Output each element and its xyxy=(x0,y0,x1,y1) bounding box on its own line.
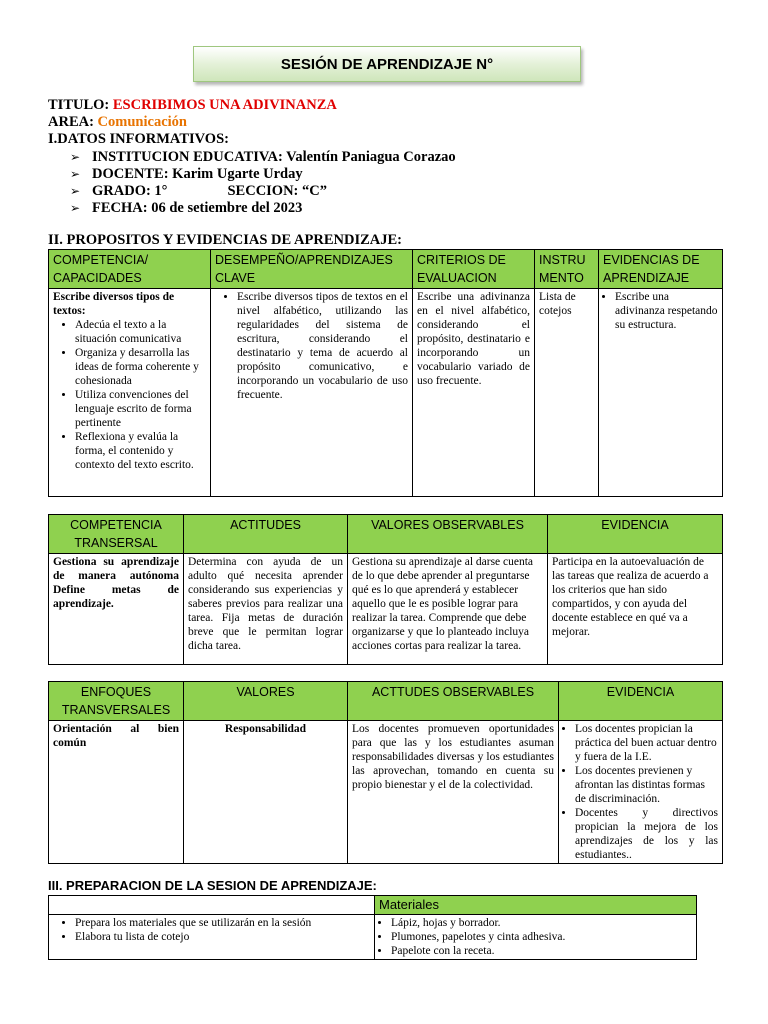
datos-item: ➢ FECHA: 06 de setiembre del 2023 xyxy=(70,200,303,216)
datos-heading: I.DATOS INFORMATIVOS: xyxy=(48,131,229,147)
actitudes-observables-cell: Los docentes promueven oportunidades para que las y los estudiantes asuman responsabilidades diversas y los estudiantes las aprovechan, tomando en cuenta su propio bienestar y el de la colectividad. xyxy=(348,721,559,864)
header-valores: VALORES xyxy=(184,682,348,721)
enfoques-table xyxy=(48,681,723,864)
list-item: • Docentes y directivos propician la mejora de los aprendizajes de los y las estudiantes.. xyxy=(575,806,718,862)
enfoque-cell: Orientación al bien común xyxy=(49,721,184,864)
list-item: • Plumones, papelotes y cinta adhesiva. xyxy=(391,930,692,944)
arrow-bullet-icon: ➢ xyxy=(70,184,81,198)
header-desempeno: DESEMPEÑO/APRENDIZAJES CLAVE xyxy=(211,250,413,289)
list-item: • Organiza y desarrolla las ideas de forma coherente y cohesionada xyxy=(75,346,206,388)
header-materiales: Materiales xyxy=(375,896,697,915)
list-item: • Adecúa el texto a la situación comunicativa xyxy=(75,318,206,346)
list-item: • Los docentes propician la práctica del buen actuar dentro y fuera de la I.E. xyxy=(575,722,718,764)
arrow-bullet-icon: ➢ xyxy=(70,201,81,215)
header-evidencia: EVIDENCIA xyxy=(559,682,723,721)
empty-header-cell xyxy=(49,896,375,915)
datos-list xyxy=(70,149,456,217)
valores-cell: Gestiona su aprendizaje al darse cuenta de lo que debe aprender al preguntarse qué es lo que aprenderá y establecer aquello que le es posible lograr para realizar la tarea. Comprende que debe organizarse y que lo planteado incluya acciones cortas para realizar la tarea. xyxy=(348,554,548,665)
arrow-bullet-icon: ➢ xyxy=(70,150,81,164)
competencia-transversal-table xyxy=(48,514,723,665)
list-item: • Elabora tu lista de cotejo xyxy=(75,930,370,944)
list-item: • Reflexiona y evalúa la forma, el contenido y contexto del texto escrito. xyxy=(75,430,206,472)
header-evidencias: EVIDENCIAS DE APRENDIZAJE xyxy=(599,250,723,289)
criterios-cell: Escribe una adivinanza en el nivel alfabético, considerando el propósito, destinatario e incorporando un vocabulario variado de uso frecuente. xyxy=(413,289,535,497)
header-valores-observables: VALORES OBSERVABLES xyxy=(348,515,548,554)
area-label: AREA: xyxy=(48,114,94,130)
titulo-label: TITULO: xyxy=(48,97,110,113)
list-item: • Utiliza convenciones del lenguaje escrito de forma pertinente xyxy=(75,388,206,430)
propositos-heading: II. PROPOSITOS Y EVIDENCIAS DE APRENDIZAJE: xyxy=(48,232,402,248)
area-value: Comunicación xyxy=(97,114,187,130)
datos-item: ➢ GRADO: 1° SECCION: “C” xyxy=(70,183,327,199)
list-item: • Lápiz, hojas y borrador. xyxy=(391,916,692,930)
area-line xyxy=(48,114,187,131)
evidencias-cell xyxy=(559,721,723,864)
instrumento-cell: Lista de cotejos xyxy=(535,289,599,497)
valor-cell: Responsabilidad xyxy=(184,721,348,864)
header-criterios: CRITERIOS DE EVALUACION xyxy=(413,250,535,289)
datos-item: ➢ INSTITUCION EDUCATIVA: Valentín Paniagua Corazao xyxy=(70,149,456,165)
header-actitudes-observables: ACTTUDES OBSERVABLES xyxy=(348,682,559,721)
titulo-value: ESCRIBIMOS UNA ADIVINANZA xyxy=(112,97,337,113)
competencia-transversal-cell: Gestiona su aprendizaje de manera autónoma Define metas de aprendizaje. xyxy=(49,554,184,665)
acciones-cell xyxy=(49,915,375,960)
evidencia-cell: Participa en la autoevaluación de las tareas que realiza de acuerdo a los criterios que han sido compartidos, y con ayuda del docente establece en qué va a mejorar. xyxy=(548,554,723,665)
document-title xyxy=(193,46,581,82)
datos-item: ➢ DOCENTE: Karim Ugarte Urday xyxy=(70,166,303,182)
list-item: • Los docentes previenen y afrontan las distintas formas de discriminación. xyxy=(575,764,718,806)
competencia-cell: Escribe diversos tipos de textos: • Adecúa el texto a la situación comunicativa • Organiza y desarrolla las ideas de forma coherente y cohesionada • Utiliza convenciones del lenguaje escrito de forma pertinente • Reflexiona y evalúa la forma, el contenido y contexto del texto escrito. xyxy=(49,289,211,497)
titulo-line xyxy=(48,97,337,114)
header-evidencia: EVIDENCIA xyxy=(548,515,723,554)
header-competencia: COMPETENCIA/ CAPACIDADES xyxy=(49,250,211,289)
header-instrumento: INSTRU MENTO xyxy=(535,250,599,289)
header-actitudes: ACTITUDES xyxy=(184,515,348,554)
list-item: • Papelote con la receta. xyxy=(391,944,692,958)
document-title-text: SESIÓN DE APRENDIZAJE N° xyxy=(280,55,494,73)
header-enfoques: ENFOQUES TRANSVERSALES xyxy=(49,682,184,721)
propositos-table xyxy=(48,249,723,497)
preparacion-heading: III. PREPARACION DE LA SESION DE APRENDIZAJE: xyxy=(48,878,377,893)
list-item: • Escribe una adivinanza respetando su estructura. xyxy=(615,290,718,332)
evidencia-cell xyxy=(599,289,723,497)
materiales-cell xyxy=(375,915,697,960)
arrow-bullet-icon: ➢ xyxy=(70,167,81,181)
list-item: • Escribe diversos tipos de textos en el nivel alfabético, utilizando las regularidades del sistema de escritura, considerando el destinatario y tema de acuerdo al propósito comunicativo, e incorporando un vocabulario de uso frecuente. xyxy=(237,290,408,402)
header-competencia-transversal: COMPETENCIA TRANSERSAL xyxy=(49,515,184,554)
desempeno-cell xyxy=(211,289,413,497)
list-item: • Prepara los materiales que se utilizarán en la sesión xyxy=(75,916,370,930)
preparacion-table xyxy=(48,895,697,960)
actitudes-cell: Determina con ayuda de un adulto qué necesita aprender considerando sus experiencias y saberes previos para realizar una tarea. Fija metas de duración breve que le permitan lograr dicha tarea. xyxy=(184,554,348,665)
